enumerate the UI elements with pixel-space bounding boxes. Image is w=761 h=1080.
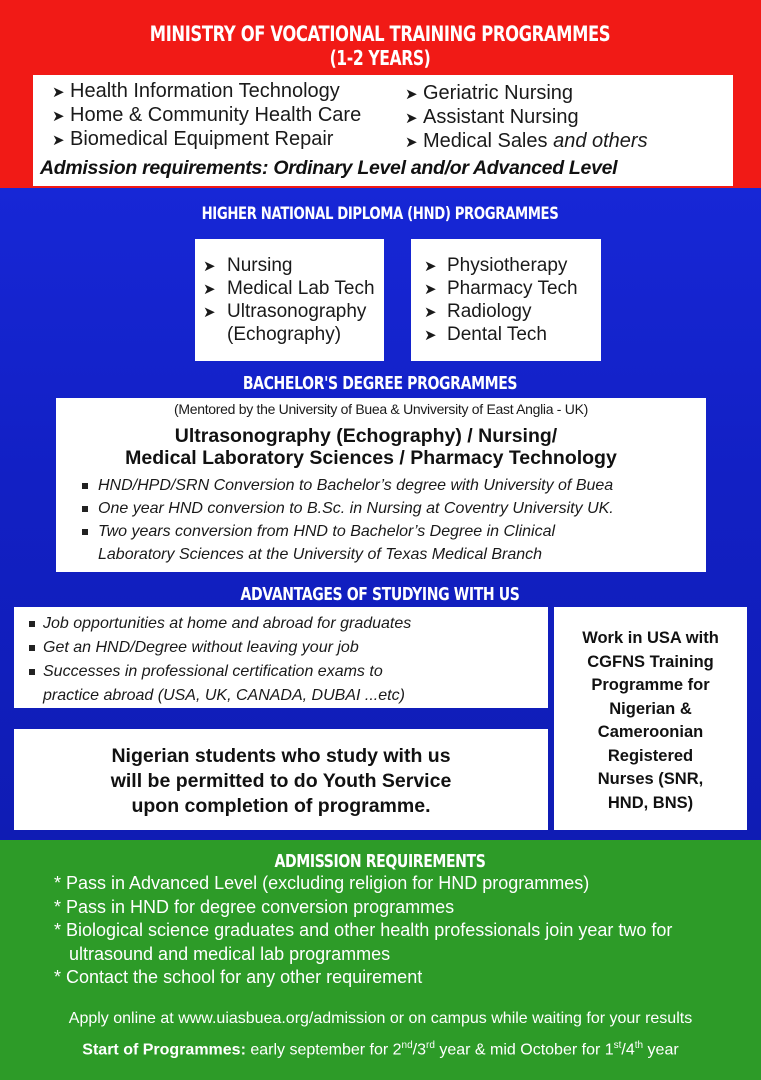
arrow-icon: ➤: [52, 132, 65, 149]
list-item: ➤ Biomedical Equipment Repair: [52, 128, 334, 150]
bullet-icon: [29, 621, 35, 627]
bachelor-mentored: (Mentored by the University of Buea & Unviversity of East Anglia - UK): [174, 401, 588, 417]
arrow-icon: ➤: [424, 281, 437, 298]
arrow-icon: ➤: [203, 258, 216, 275]
list-item: * Pass in Advanced Level (excluding religion for HND programmes): [54, 873, 590, 893]
bachelor-title: BACHELOR'S DEGREE PROGRAMMES: [242, 373, 518, 394]
youth-service-text: [14, 744, 548, 819]
list-item: ➤ Medical Lab Tech: [203, 278, 375, 299]
admission-title: ADMISSION REQUIREMENTS: [274, 851, 486, 872]
list-item: ➤ Health Information Technology: [52, 80, 340, 102]
list-item: Successes in professional certification exams to: [29, 660, 411, 684]
arrow-icon: ➤: [52, 108, 65, 125]
arrow-icon: ➤: [203, 281, 216, 298]
usa-line: Nurses (SNR,: [597, 770, 704, 788]
arrow-icon: ➤: [405, 110, 418, 127]
bachelor-programs-line1: Ultrasonography (Echography) / Nursing/: [174, 425, 558, 447]
list-item: ➤ Nursing: [203, 255, 293, 276]
arrow-icon: ➤: [424, 258, 437, 275]
arrow-icon: ➤: [405, 134, 418, 151]
usa-line: Work in USA with: [582, 629, 719, 647]
list-item: ➤ Physiotherapy: [424, 255, 568, 276]
usa-text: [554, 627, 747, 815]
usa-line: Programme for: [591, 676, 710, 694]
usa-line: CGFNS Training: [587, 652, 714, 671]
list-item: ➤ Pharmacy Tech: [424, 278, 578, 299]
vocational-title: MINISTRY OF VOCATIONAL TRAINING PROGRAMMES: [149, 22, 611, 46]
arrow-icon: ➤: [405, 86, 418, 103]
hnd-list-left: [203, 255, 375, 346]
hnd-list-right: [424, 255, 578, 347]
start-of-programmes: Start of Programmes: early september for 2nd/3rd year & mid October for 1st/4th year: [82, 1040, 679, 1059]
hnd-title: HIGHER NATIONAL DIPLOMA (HND) PROGRAMMES: [201, 204, 559, 224]
bullet-icon: [82, 529, 88, 535]
arrow-icon: ➤: [424, 304, 437, 321]
bullet-icon: [82, 483, 88, 489]
youth-line: will be permitted to do Youth Service: [110, 770, 452, 792]
list-item-cont: practice abroad (USA, UK, CANADA, DUBAI ...etc): [43, 687, 405, 704]
bullet-icon: [82, 506, 88, 512]
vocational-requirements: Admission requirements: Ordinary Level and/or Advanced Level: [40, 157, 618, 179]
list-item: ➤ Dental Tech: [424, 324, 547, 345]
arrow-icon: ➤: [52, 84, 65, 101]
list-item: Two years conversion from HND to Bachelor’s Degree in Clinical: [82, 520, 614, 543]
start-label: Start of Programmes:: [82, 1041, 246, 1059]
arrow-icon: ➤: [424, 327, 437, 344]
list-item: ➤ Geriatric Nursing: [405, 82, 574, 104]
list-item-cont: (Echography): [227, 324, 342, 345]
list-item: * Contact the school for any other requirement: [54, 967, 423, 987]
advantages-list: [29, 612, 411, 708]
list-item: ➤ Ultrasonography: [203, 301, 367, 322]
usa-line: HND, BNS): [607, 793, 694, 812]
list-item: ➤ Assistant Nursing: [405, 106, 579, 128]
list-item: Job opportunities at home and abroad for graduates: [29, 612, 411, 636]
list-item: * Biological science graduates and other health professionals join year two for: [54, 920, 673, 940]
vocational-list-col2: [405, 82, 648, 154]
bullet-icon: [29, 669, 35, 675]
list-item: Get an HND/Degree without leaving your job: [29, 636, 411, 660]
list-item-cont: ultrasound and medical lab programmes: [69, 943, 391, 964]
list-item: ➤ Medical Sales and others: [405, 130, 648, 152]
youth-line: upon completion of programme.: [131, 795, 431, 817]
admission-list: [54, 872, 672, 990]
bachelor-programs-line2: Medical Laboratory Sciences / Pharmacy Technology: [125, 447, 617, 469]
list-item: * Pass in HND for degree conversion programmes: [54, 896, 455, 917]
list-item: ➤ Home & Community Health Care: [52, 104, 362, 126]
apply-online: Apply online at www.uiasbuea.org/admission or on campus while waiting for your results: [68, 1010, 693, 1027]
advantages-title: ADVANTAGES OF STUDYING WITH US: [240, 584, 520, 605]
arrow-icon: ➤: [203, 304, 216, 321]
usa-line: Nigerian &: [609, 699, 692, 718]
bullet-icon: [29, 645, 35, 651]
vocational-duration: (1-2 YEARS): [329, 46, 431, 70]
list-item-cont: Laboratory Sciences at the University of Texas Medical Branch: [98, 546, 543, 563]
list-item: ➤ Radiology: [424, 301, 532, 322]
list-item: One year HND conversion to B.Sc. in Nursing at Coventry University UK.: [82, 497, 614, 520]
youth-line: Nigerian students who study with us: [111, 745, 451, 767]
usa-line: Cameroonian: [597, 723, 704, 741]
vocational-list-col1: [52, 80, 361, 152]
bachelor-bullets: [82, 474, 614, 566]
usa-line: Registered: [607, 746, 694, 765]
list-item: HND/HPD/SRN Conversion to Bachelor’s degree with University of Buea: [82, 474, 614, 497]
